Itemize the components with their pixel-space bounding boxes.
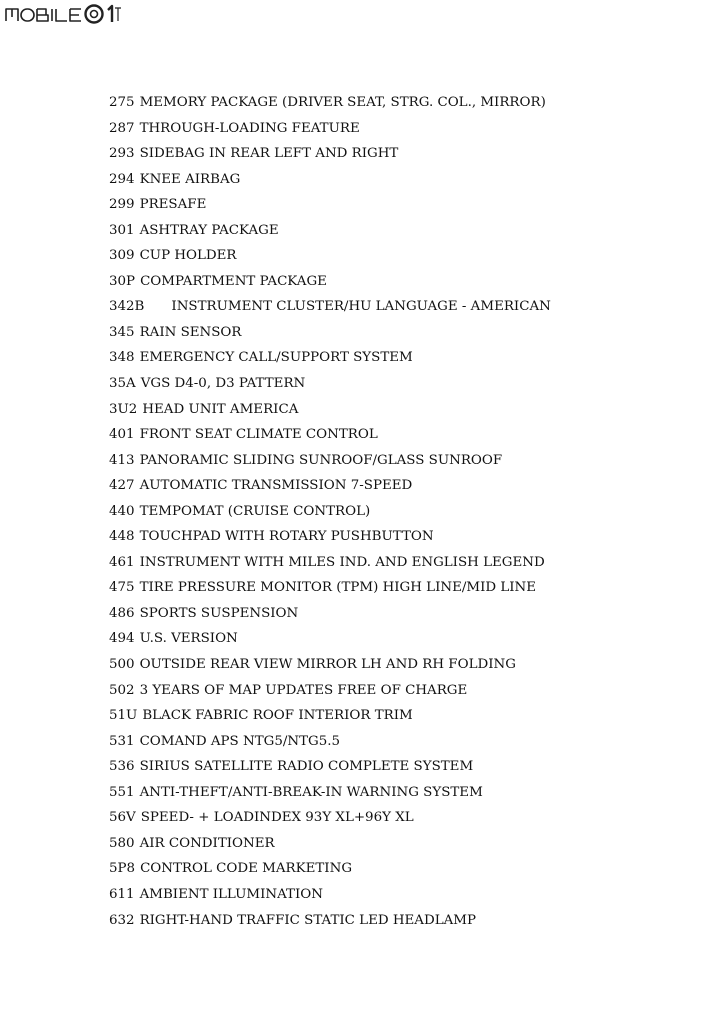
option-row <box>109 192 551 218</box>
option-code: 531 <box>109 733 135 749</box>
option-row <box>109 908 551 934</box>
option-code: 475 <box>109 580 135 596</box>
option-row <box>109 269 551 295</box>
option-description: MEMORY PACKAGE (DRIVER SEAT, STRG. COL., MIRROR) <box>139 95 546 110</box>
option-description: ASHTRAY PACKAGE <box>139 222 279 238</box>
option-description: HEAD UNIT AMERICA <box>142 401 299 417</box>
option-row <box>109 499 551 525</box>
option-description: CONTROL CODE MARKETING <box>140 861 353 877</box>
option-description: VGS D4-0, D3 PATTERN <box>140 376 306 392</box>
option-row <box>109 575 551 601</box>
option-row <box>109 243 551 269</box>
option-description: PRESAFE <box>139 197 207 213</box>
option-description: RAIN SENSOR <box>139 324 242 340</box>
option-code: 299 <box>109 197 135 213</box>
option-description: TEMPOMAT (CRUISE CONTROL) <box>139 503 371 519</box>
option-description: EMERGENCY CALL/SUPPORT SYSTEM <box>139 350 413 366</box>
option-code: 35A <box>109 376 136 392</box>
option-row <box>109 320 551 346</box>
option-description: AIR CONDITIONER <box>139 835 275 851</box>
option-description: RIGHT-HAND TRAFFIC STATIC LED HEADLAMP <box>139 912 476 928</box>
option-description: SIRIUS SATELLITE RADIO COMPLETE SYSTEM <box>139 759 474 775</box>
option-row <box>109 678 551 704</box>
option-description: ANTI-THEFT/ANTI-BREAK-IN WARNING SYSTEM <box>139 784 483 800</box>
option-description: 3 YEARS OF MAP UPDATES FREE OF CHARGE <box>139 682 468 698</box>
option-row <box>109 473 551 499</box>
option-code: 275 <box>109 95 135 110</box>
option-description: THROUGH-LOADING FEATURE <box>139 120 360 136</box>
option-code: 51U <box>109 708 138 724</box>
option-row <box>109 294 551 320</box>
option-row <box>109 626 551 652</box>
option-row <box>109 780 551 806</box>
option-row <box>109 856 551 882</box>
option-description: TIRE PRESSURE MONITOR (TPM) HIGH LINE/MID LINE <box>139 580 537 596</box>
option-code: 401 <box>109 427 135 443</box>
option-code: 287 <box>109 120 135 136</box>
option-code: 348 <box>109 350 135 366</box>
option-code: 427 <box>109 478 135 494</box>
option-description: INSTRUMENT WITH MILES IND. AND ENGLISH LEGEND <box>139 554 545 570</box>
option-code: 461 <box>109 554 135 570</box>
option-description: CUP HOLDER <box>139 248 237 264</box>
option-description: SIDEBAG IN REAR LEFT AND RIGHT <box>139 146 399 162</box>
option-description: TOUCHPAD WITH ROTARY PUSHBUTTON <box>139 529 434 545</box>
option-code: 293 <box>109 146 135 162</box>
option-code: 30P <box>109 273 136 289</box>
option-row <box>109 805 551 831</box>
option-row <box>109 141 551 167</box>
mobile01-logo-icon <box>4 3 128 25</box>
option-code: 611 <box>109 886 135 902</box>
option-description: SPEED- + LOADINDEX 93Y XL+96Y XL <box>140 810 414 826</box>
option-description: PANORAMIC SLIDING SUNROOF/GLASS SUNROOF <box>139 452 503 468</box>
option-description: OUTSIDE REAR VIEW MIRROR LH AND RH FOLDING <box>139 657 516 673</box>
option-row <box>109 652 551 678</box>
option-row <box>109 448 551 474</box>
option-code: 486 <box>109 605 135 621</box>
option-row <box>109 882 551 908</box>
option-code: 448 <box>109 529 135 545</box>
option-code: 551 <box>109 784 135 800</box>
option-row <box>109 831 551 857</box>
option-row <box>109 371 551 397</box>
option-code: 56V <box>109 810 136 826</box>
option-code: 309 <box>109 248 135 264</box>
option-row <box>109 116 551 142</box>
option-code: 342B <box>109 299 145 315</box>
option-code: 494 <box>109 631 135 647</box>
option-code: 632 <box>109 912 135 928</box>
option-description: INSTRUMENT CLUSTER/HU LANGUAGE - AMERICAN <box>171 299 551 315</box>
option-code: 3U2 <box>109 401 138 417</box>
option-code: 580 <box>109 835 135 851</box>
option-code: 413 <box>109 452 135 468</box>
option-row <box>109 550 551 576</box>
option-row <box>109 167 551 193</box>
option-description: KNEE AIRBAG <box>139 171 241 187</box>
option-description: FRONT SEAT CLIMATE CONTROL <box>139 427 378 443</box>
option-code-list <box>109 90 551 933</box>
option-code: 536 <box>109 759 135 775</box>
option-description: AMBIENT ILLUMINATION <box>139 886 323 902</box>
option-code: 500 <box>109 657 135 673</box>
option-description: BLACK FABRIC ROOF INTERIOR TRIM <box>142 708 413 724</box>
option-row <box>109 703 551 729</box>
option-row <box>109 345 551 371</box>
option-code: 294 <box>109 171 135 187</box>
option-row <box>109 422 551 448</box>
option-code: 5P8 <box>109 861 136 877</box>
option-code: 440 <box>109 503 135 519</box>
option-description: COMAND APS NTG5/NTG5.5 <box>139 733 341 749</box>
option-row <box>109 90 551 116</box>
option-description: AUTOMATIC TRANSMISSION 7-SPEED <box>139 478 413 494</box>
option-row <box>109 601 551 627</box>
option-description: COMPARTMENT PACKAGE <box>140 273 327 289</box>
option-row <box>109 218 551 244</box>
option-code: 502 <box>109 682 135 698</box>
option-row <box>109 754 551 780</box>
option-row <box>109 524 551 550</box>
option-description: U.S. VERSION <box>139 631 238 647</box>
option-code: 345 <box>109 324 135 340</box>
option-description: SPORTS SUSPENSION <box>139 605 299 621</box>
option-row <box>109 397 551 423</box>
option-row <box>109 729 551 755</box>
option-code: 301 <box>109 222 135 238</box>
